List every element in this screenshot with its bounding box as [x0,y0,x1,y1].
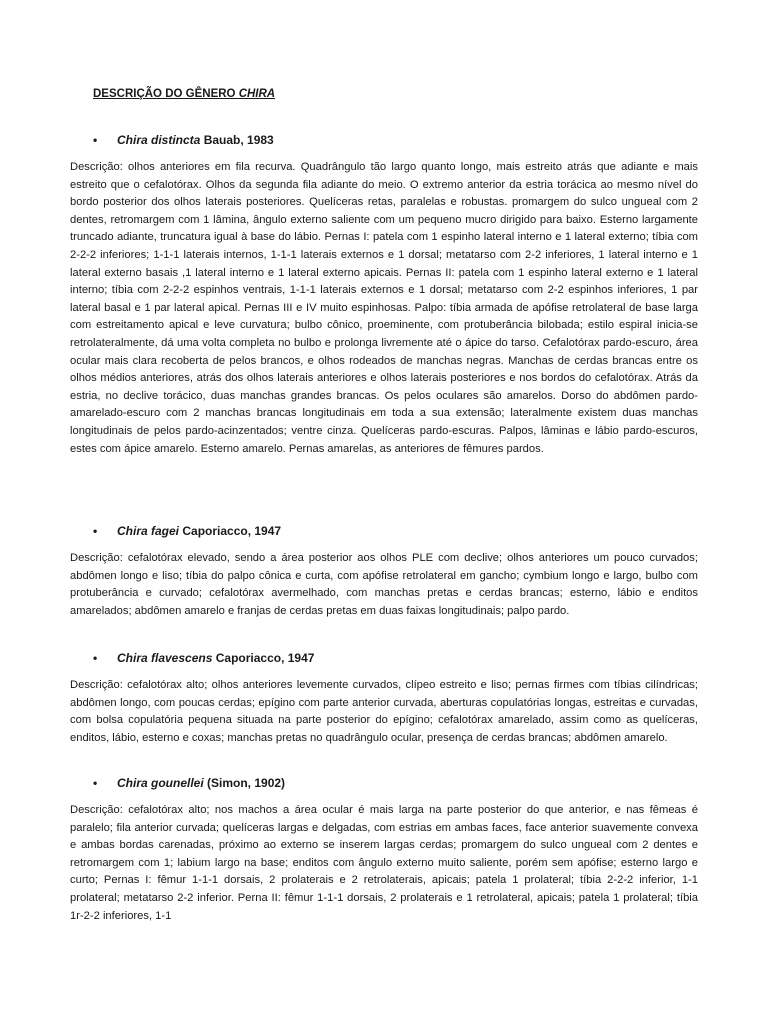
title-genus: CHIRA [238,88,276,100]
species-author: (Simon, 1902) [203,776,286,790]
species-name: Chira flavescens [117,651,213,665]
species-author: Bauab, 1983 [200,133,274,147]
species-name: Chira fagei [117,524,180,538]
species-name: Chira distincta [117,133,201,147]
species-heading-fagei [93,524,281,538]
bullet-icon: • [93,524,98,538]
title-prefix: DESCRIÇÃO DO GÊNERO [93,88,239,100]
species-heading-distincta [93,133,274,147]
species-heading-gounellei [93,776,285,790]
species-description-fagei: Descrição: cefalotórax elevado, sendo a área posterior aos olhos PLE com declive; olhos anteriores um pouco curvados; abdômen longo e liso; tíbia do palpo cônica e curta, com apófise retrolateral em gancho; cymbium longo e largo, bulbo com protuberância e curvado; cefalotórax avermelhado, com manchas pretas e cerdas brancas; esterno, lábio e enditos amarelados; abdômen amarelo e franjas de cerdas pretas em duas faixas longitudinais; palpo pardo. [70,552,698,617]
species-description-gounellei: Descrição: cefalotórax alto; nos machos a área ocular é mais larga na parte posterior do que anterior, e nas fêmeas é paralelo; fila anterior curvada; quelíceras largas e delgadas, com estrias em ambas faces, face anterior suavemente convexa e ambas bordas carenadas, próximo ao externo se inserem largas cerdas; promargem do sulco ungueal com 2 dentes e retromargem com 1; labium largo na base; enditos com ângulo externo muito saliente, porém sem apófise; esterno largo e curto; Pernas I: fêmur 1-1-1 dorsais, 2 prolaterais e 2 retrolaterais, apicais; patela 1 prolateral; tíbia 2-2-2 inferior, 1-1 prolateral; metatarso 2-2 inferior. Perna II: fêmur 1-1-1 dorsais, 2 prolaterais e 1 retrolateral, apicais; patela 1 prolateral; tíbia 1r-2-2 inferiores, 1-1 [70,804,698,922]
species-description-flavescens: Descrição: cefalotórax alto; olhos anteriores levemente curvados, clípeo estreito e liso; pernas firmes com tíbias cilíndricas; abdômen longo, com poucas cerdas; epígino com parte anterior curvada, aberturas copulatórias longas, estreitas e curvadas, com bolsa copulatória pequena situada na parte posterior do epígino; cefalotórax amarelado, assim como as quelíceras, enditos, lábio, esterno e coxas; manchas pretas no quadrângulo ocular, presença de cerdas brancas; abdômen amarelo. [70,679,698,744]
bullet-icon: • [93,133,98,147]
species-author: Caporiacco, 1947 [212,651,315,665]
bullet-icon: • [93,651,98,665]
species-heading-flavescens [93,651,314,665]
bullet-icon: • [93,776,98,790]
species-author: Caporiacco, 1947 [179,524,282,538]
species-name: Chira gounellei [117,776,204,790]
species-description-distincta: Descrição: olhos anteriores em fila recurva. Quadrângulo tão largo quanto longo, mais estreito atrás que adiante e mais estreito que o cefalotórax. Olhos da segunda fila adiante do meio. O extremo anterior da estria torácica ao mesmo nível do bordo posterior dos olhos laterais posteriores. Quelíceras retas, paralelas e robustas. promargem do sulco ungueal com 2 dentes, retromargem com 1 lâmina, ângulo externo saliente com um pequeno mucro dirigido para baixo. Esterno largamente truncado adiante, truncatura igual à base do lábio. Pernas I: patela com 1 espinho lateral interno e 1 lateral externo; tíbia com 2-2-2 inferiores; 1-1-1 laterais internos, 1-1-1 laterais externos e 1 dorsal; metatarso com 2-2 inferiores, 1 lateral interno e 1 lateral externo basais ,1 lateral interno e 1 lateral externo apicais. Pernas II: patela com 1 espinho lateral externo e 1 lateral interno; tíbia com 2-2-2 espinhos ventrais, 1-1-1 laterais externos e 1 dorsal; metatarso com 2-2 espinhos inferiores, 1 par lateral basal e 1 par lateral apical. Pernas III e IV muito espinhosas. Palpo: tíbia armada de apófise retrolateral de base larga com estreitamento apical e leve curvatura; bulbo cônico, proeminente, com protuberância bilobada; estilo espiral inicia-se retrolateralmente, dá uma volta completa no bulbo e prolonga livremente até o ápice do tarso. Cefalotórax pardo-escuro, área ocular mais clara recoberta de pelos brancos, e olhos rodeados de manchas negras. Manchas de cerdas brancas entre os olhos médios anteriores, atrás dos olhos laterais anteriores e olhos laterais posteriores e nos bordos do cefalotórax. Atrás da estria, no declive torácico, duas manchas grandes brancas. Os pelos oculares são amarelos. Dorso do abdômen pardo-amarelado-escuro com 2 manchas brancas longitudinais em toda a sua extensão; lateralmente existem duas manchas longitudinais de pelos pardo-acinzentados; ventre cinza. Quelíceras pardo-escuras. Palpos, lâminas e lábio pardo-escuros, estes com ápice amarelo. Esterno amarelo. Pernas amarelas, as anteriores de fêmures pardos. [70,161,698,455]
page-title [93,88,275,100]
